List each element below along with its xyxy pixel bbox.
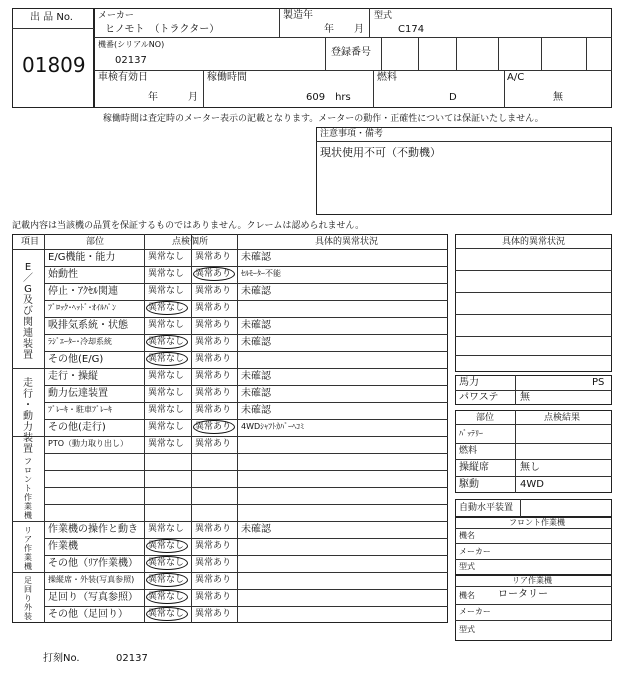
drive-label: 駆動 xyxy=(459,479,479,490)
model-label: 型式 xyxy=(374,11,393,21)
col-header-item: 項目 xyxy=(21,237,40,247)
row-part-label: PTO（動力取り出し） xyxy=(48,439,129,448)
ok-option: 異常なし xyxy=(148,320,185,330)
row-details: 未確認 xyxy=(241,252,271,263)
row-part-label: その他（足回り） xyxy=(48,609,128,620)
ng-option: 異常あり xyxy=(195,286,232,296)
group-label-drive: 走 行 ・ 動 力 装 置 xyxy=(23,378,33,455)
inspection-unit: 年 月 xyxy=(148,92,198,103)
stamp-value: 02137 xyxy=(116,653,148,664)
ok-option: 異常なし xyxy=(148,524,185,534)
row-part-label: 作業機 xyxy=(48,541,78,552)
row-details: 未確認 xyxy=(241,286,271,297)
power-unit: PS xyxy=(592,377,605,388)
ng-option: 異常あり xyxy=(195,609,232,619)
ok-option: 異常なし xyxy=(148,337,185,347)
row-part-label: その他(走行) xyxy=(48,422,106,433)
serial-value: 02137 xyxy=(115,55,147,66)
power-label: 馬力 xyxy=(459,377,479,388)
row-part-label: 走行・操縦 xyxy=(48,371,98,382)
row-details: 未確認 xyxy=(241,388,271,399)
row-part-label: その他(E/G) xyxy=(48,354,104,365)
part-header: 部位 xyxy=(476,413,495,423)
ng-option: 異常あり xyxy=(195,592,232,602)
rear-maker-label: メーカー xyxy=(459,607,491,616)
stamp-label: 打刻No. xyxy=(43,653,80,664)
hours-value: 609 hrs xyxy=(306,92,351,103)
group-label-front: フ ロ ン ト 作 業 機 xyxy=(24,457,32,520)
rear-implement-header: リア作業機 xyxy=(512,576,552,585)
row-part-label: その他（ﾘｱ作業機） xyxy=(48,558,138,569)
row-details: 4WDｼｬﾌﾄｶﾊﾞｰﾍｺﾐ xyxy=(241,422,305,431)
hours-label: 稼働時間 xyxy=(207,72,247,83)
ac-label: A/C xyxy=(507,72,525,83)
ng-circled-mark xyxy=(193,420,235,434)
ok-option: 異常なし xyxy=(148,405,185,415)
ac-value: 無 xyxy=(553,92,563,103)
ng-option: 異常あり xyxy=(195,320,232,330)
row-part-label: 作業機の操作と動き xyxy=(48,524,138,535)
rear-name-label: 機名 xyxy=(459,591,475,600)
ng-option: 異常あり xyxy=(195,337,232,347)
ok-option: 異常なし xyxy=(148,558,185,568)
ng-option: 異常あり xyxy=(195,575,232,585)
row-details: 未確認 xyxy=(241,337,271,348)
rear-model-label: 型式 xyxy=(459,625,475,634)
ok-circled-mark xyxy=(146,607,188,621)
cab-label: 操縦席 xyxy=(459,462,489,473)
fuel-check-label: 燃料 xyxy=(459,446,478,456)
ng-option: 異常あり xyxy=(195,303,232,313)
remarks-label: 注意事項・備考 xyxy=(320,129,384,139)
ok-circled-mark xyxy=(146,301,188,315)
ok-option: 異常なし xyxy=(148,286,185,296)
ng-option: 異常あり xyxy=(195,371,232,381)
ng-option: 異常あり xyxy=(195,354,232,364)
row-details: 未確認 xyxy=(241,405,271,416)
right-details-header: 具体的異常状況 xyxy=(502,237,566,247)
ok-circled-mark xyxy=(146,352,188,366)
year-unit: 年 月 xyxy=(324,24,364,35)
row-part-label: ﾌﾞﾚｰｷ・駐車ﾌﾞﾚｰｷ xyxy=(48,405,112,414)
group-label-rear: リ ア 作 業 機 xyxy=(24,526,32,571)
row-part-label: 足回り（写真参照） xyxy=(48,592,138,603)
ng-option: 異常あり xyxy=(195,252,232,262)
group-label-eg: E ／ G 及 び 関 連 装 置 xyxy=(23,262,33,361)
ok-option: 異常なし xyxy=(148,388,185,398)
auto-level-label: 自動水平装置 xyxy=(459,503,514,513)
group-label-chassis: 足 回 り 外 装 xyxy=(24,576,32,621)
front-implement-header: フロント作業機 xyxy=(509,518,565,527)
ng-option: 異常あり xyxy=(195,269,232,279)
ok-option: 異常なし xyxy=(148,575,185,585)
row-details: 未確認 xyxy=(241,320,271,331)
row-part-label: 動力伝達装置 xyxy=(48,388,108,399)
ng-circled-mark xyxy=(193,267,235,281)
fuel-value: D xyxy=(449,92,457,103)
ok-option: 異常なし xyxy=(148,371,185,381)
ok-option: 異常なし xyxy=(148,252,185,262)
col-header-check: 点検個所 xyxy=(172,237,209,247)
front-maker-label: メーカー xyxy=(459,547,491,556)
ok-option: 異常なし xyxy=(148,303,185,313)
ng-option: 異常あり xyxy=(195,439,232,449)
ok-option: 異常なし xyxy=(148,422,185,432)
ok-circled-mark xyxy=(146,573,188,587)
maker-value: ヒノモト （トラクター） xyxy=(105,24,220,35)
ok-option: 異常なし xyxy=(148,269,185,279)
col-header-part: 部位 xyxy=(86,237,105,247)
inspection-label: 車検有効日 xyxy=(98,72,148,83)
ng-option: 異常あり xyxy=(195,388,232,398)
quality-notice: 記載内容は当該機の品質を保証するものではありません。クレームは認められません。 xyxy=(12,221,365,231)
drive-value: 4WD xyxy=(520,479,544,490)
ok-circled-mark xyxy=(146,335,188,349)
ng-option: 異常あり xyxy=(195,524,232,534)
row-part-label: ﾗｼﾞｴｰﾀｰ･冷却系統 xyxy=(48,337,112,346)
ok-option: 異常なし xyxy=(148,439,185,449)
ng-option: 異常あり xyxy=(195,558,232,568)
row-part-label: 吸排気系統・状態 xyxy=(48,320,128,331)
lot-number: 01809 xyxy=(22,53,86,77)
col-header-details: 具体的異常状況 xyxy=(315,237,379,247)
power-steering-label: パワステ xyxy=(459,392,499,403)
right-details-box xyxy=(455,234,612,372)
row-part-label: 操縦席・外装(写真参照) xyxy=(48,575,135,584)
fuel-label: 燃料 xyxy=(377,72,397,83)
row-details: 未確認 xyxy=(241,371,271,382)
ok-circled-mark xyxy=(146,556,188,570)
row-part-label: 停止・ｱｸｾﾙ関連 xyxy=(48,286,118,297)
row-details: ｾﾙﾓｰﾀｰ不能 xyxy=(241,269,281,278)
ok-option: 異常なし xyxy=(148,354,185,364)
serial-label: 機番(シリアルNO) xyxy=(98,40,165,49)
remarks-text: 現状使用不可（不動機） xyxy=(320,146,441,159)
ok-circled-mark xyxy=(146,590,188,604)
result-header: 点検結果 xyxy=(544,413,581,423)
front-name-label: 機名 xyxy=(459,531,475,540)
row-part-label: 始動性 xyxy=(48,269,78,280)
ng-option: 異常あり xyxy=(195,541,232,551)
maker-label: メーカー xyxy=(98,11,134,21)
ok-circled-mark xyxy=(146,539,188,553)
row-part-label: ﾌﾞﾛｯｸ･ﾍｯﾄﾞ･ｵｲﾙﾊﾟﾝ xyxy=(48,303,116,312)
ok-option: 異常なし xyxy=(148,592,185,602)
ng-option: 異常あり xyxy=(195,422,232,432)
ok-option: 異常なし xyxy=(148,541,185,551)
hours-notice: 稼働時間は査定時のメーター表示の記載となります。メーターの動作・正確性については保証いたしません。 xyxy=(103,114,544,124)
cab-value: 無し xyxy=(520,462,540,473)
lot-label: 出 品 No. xyxy=(30,12,73,23)
power-steering-value: 無 xyxy=(520,392,530,403)
battery-label: ﾊﾞｯﾃﾘｰ xyxy=(459,429,483,438)
year-label: 製造年 xyxy=(283,10,313,21)
front-model-label: 型式 xyxy=(459,562,475,571)
ok-option: 異常なし xyxy=(148,609,185,619)
rear-name-value: ロータリー xyxy=(498,589,548,600)
registration-label: 登録番号 xyxy=(331,47,371,58)
model-value: C174 xyxy=(398,24,425,35)
ng-option: 異常あり xyxy=(195,405,232,415)
row-part-label: E/G機能・能力 xyxy=(48,252,116,263)
row-details: 未確認 xyxy=(241,524,271,535)
